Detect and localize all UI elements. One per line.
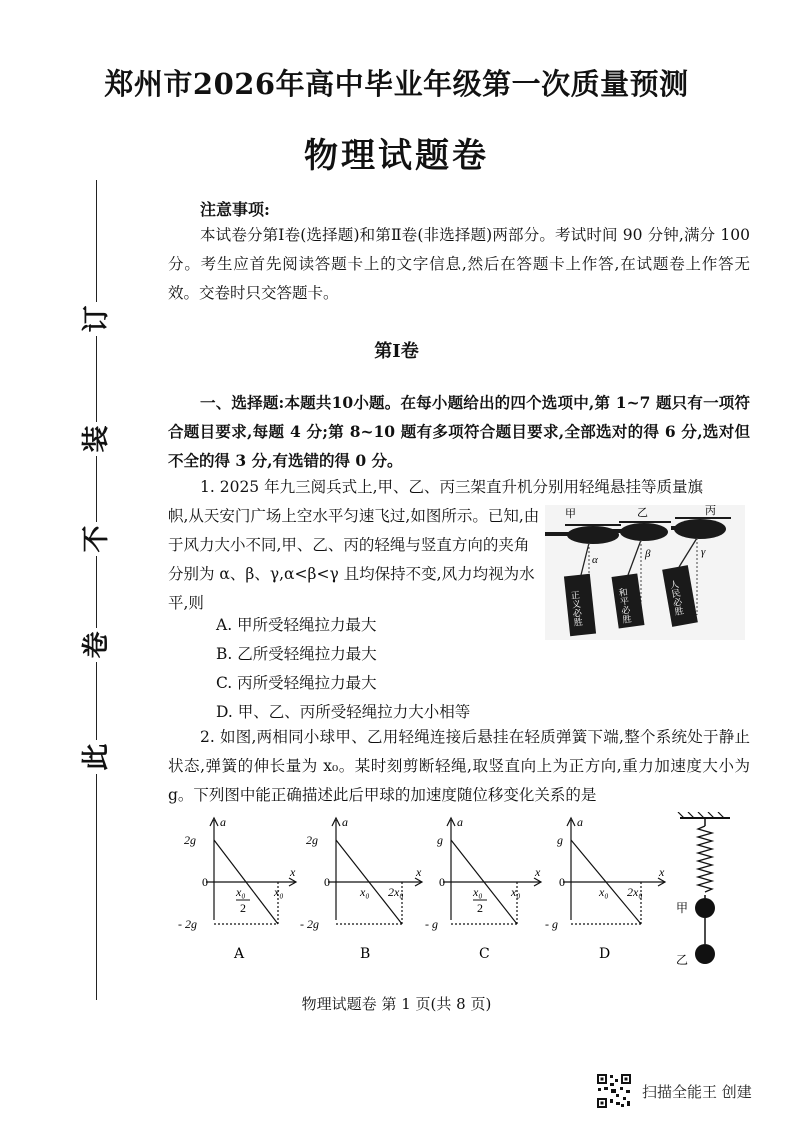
ball-label-jia: 甲 — [676, 901, 689, 915]
angle-beta: β — [645, 548, 651, 560]
axis-x-label: x — [290, 865, 296, 879]
y-bottom-label: - g — [425, 917, 438, 931]
heli-label-bing: 丙 — [705, 505, 716, 517]
ball-label-yi: 乙 — [676, 953, 689, 967]
section-heading: 一、选择题:本题共10小题。在每小题给出的四个选项中,第 1~7 题只有一项符合题目要求,每题 4 分;第 8~10 题有多项符合题目要求,全部选对的得 6 分,选对但不全的得 3 分,有选错的得 0 分。 — [168, 393, 750, 470]
y-top-label: g — [437, 833, 443, 847]
y-top-label: 2g — [306, 833, 318, 847]
x-end-label: 2x₀ — [388, 885, 404, 899]
axis-y-label: a — [577, 815, 583, 829]
x-end-label: x₀ — [274, 885, 284, 899]
axis-y-label: a — [342, 815, 348, 829]
qr-code-icon — [596, 1073, 632, 1109]
x-end-label: x₀ — [511, 885, 521, 899]
q1-options — [216, 611, 470, 727]
q2-body: 2. 如图,两相同小球甲、乙用轻绳连接后悬挂在轻质弹簧下端,整个系统处于静止状态,弹簧的伸长量为 x₀。某时刻剪断轻绳,取竖直向上为正方向,重力加速度大小为 g。下列图中能正确描述此后甲球的加速度随位移变化关系的是 — [168, 728, 750, 804]
graph-a — [178, 812, 298, 962]
notice-body: 本试卷分第Ⅰ卷(选择题)和第Ⅱ卷(非选择题)两部分。考试时间 90 分钟,满分 100 分。考生应首先阅读答题卡上的文字信息,然后在答题卡上作答,在试题卷上作答无效。交卷时只交答题卡。 — [168, 226, 750, 302]
x-cross-label: x₀ — [360, 885, 370, 899]
x-cross-label: x₀ — [599, 885, 609, 899]
x-end-label: 2x₀ — [627, 885, 643, 899]
binding-char: 卷 — [80, 628, 114, 662]
binding-char: 装 — [80, 422, 114, 456]
q1-option-d: D. 甲、乙、丙所受轻绳拉力大小相等 — [216, 703, 471, 721]
angle-alpha: α — [592, 554, 598, 566]
y-top-label: 2g — [184, 833, 196, 847]
page-footer: 物理试题卷 第 1 页(共 8 页) — [301, 995, 492, 1013]
scanner-watermark — [596, 1073, 752, 1109]
axis-x-label: x — [659, 865, 665, 879]
angle-gamma: γ — [701, 546, 706, 558]
q1-option-b: B. 乙所受轻绳拉力最大 — [216, 645, 377, 663]
helicopter-flags-figure — [545, 505, 745, 640]
axis-x-label: x — [535, 865, 541, 879]
axis-x-label: x — [416, 865, 422, 879]
graph-c — [425, 812, 545, 962]
x-cross-label: x₀ — [473, 885, 483, 899]
origin-label: 0 — [202, 875, 208, 889]
q1-option-c: C. 丙所受轻绳拉力最大 — [216, 674, 377, 692]
notice-heading: 注意事项: — [200, 200, 270, 219]
heli-label-yi: 乙 — [637, 506, 648, 519]
volume-label: 第Ⅰ卷 — [374, 341, 419, 362]
heli-label-jia: 甲 — [565, 507, 576, 520]
spring-apparatus — [670, 812, 740, 972]
graph-option-label: D — [599, 946, 611, 962]
y-bottom-label: - 2g — [178, 917, 197, 931]
origin-label: 0 — [324, 875, 330, 889]
exam-subtitle: 物理试题卷 — [304, 136, 489, 176]
binding-char: 订 — [80, 302, 114, 336]
x-cross-label: x₀ — [236, 885, 246, 899]
axis-y-label: a — [457, 815, 463, 829]
x-cross-den: 2 — [240, 901, 246, 915]
banner-1: 正义必胜 — [568, 590, 583, 627]
q1-body: 帜,从天安门广场上空水平匀速飞过,如图所示。已知,由于风力大小不同,甲、乙、丙的轻绳与竖直方向的夹角分别为 α、β、γ,α<β<γ 且均保持不变,风力均视为水平,则 — [168, 507, 540, 612]
banner-3: 人民必胜 — [667, 579, 684, 617]
q1-option-a: A. 甲所受轻绳拉力最大 — [216, 616, 377, 634]
ball-jia — [695, 898, 715, 918]
binding-char: 此 — [80, 740, 114, 774]
axis-y-label: a — [220, 815, 226, 829]
q1-first-line: 1. 2025 年九三阅兵式上,甲、乙、丙三架直升机分别用轻绳悬挂等质量旗 — [200, 478, 704, 496]
origin-label: 0 — [559, 875, 565, 889]
banner-2: 和平必胜 — [616, 587, 632, 625]
graph-d — [545, 812, 670, 962]
graph-option-label: A — [234, 946, 245, 962]
y-bottom-label: - 2g — [300, 917, 319, 931]
graph-option-label: C — [479, 946, 490, 962]
binding-char: 不 — [80, 522, 114, 556]
scanner-text: 扫描全能王 创建 — [642, 1082, 752, 1101]
y-bottom-label: - g — [545, 917, 558, 931]
exam-title: 郑州市2026年高中毕业年级第一次质量预测 — [104, 67, 689, 101]
ball-yi — [695, 944, 715, 964]
y-top-label: g — [557, 833, 563, 847]
x-cross-den: 2 — [477, 901, 483, 915]
origin-label: 0 — [439, 875, 445, 889]
graph-option-label: B — [360, 946, 371, 962]
graph-b — [300, 812, 425, 962]
